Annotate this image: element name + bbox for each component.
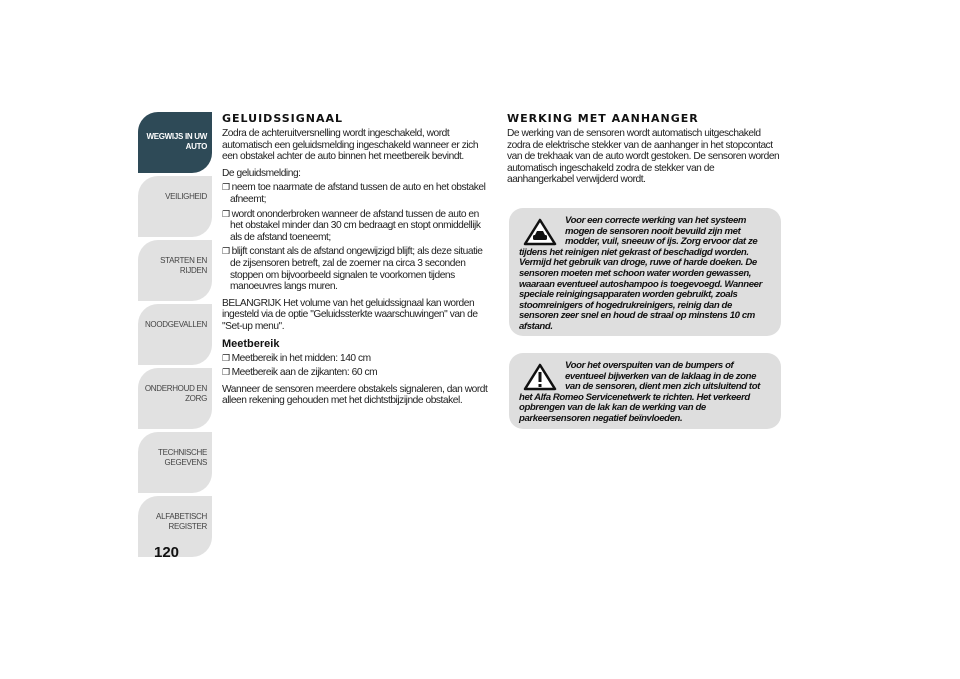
warning-triangle-exclamation-icon [523,363,557,391]
list-item: ❐ blijft constant als de afstand ongewijzigd blijft; als deze situatie de zijsensoren betreft, zal de zoemer na circa 3 seconden stoppen om bijvoorbeeld signalen te voorkomen tijdens manoeuvres langs muren. [222,246,483,293]
tab-starten-en-rijden[interactable]: STARTEN EN RIJDEN [138,240,212,301]
tab-technische-gegevens[interactable]: TECHNISCHE GEGEVENS [138,432,212,493]
list-item: ❐ Meetbereik aan de zijkanten: 60 cm [222,367,378,379]
tab-onderhoud-en-zorg[interactable]: ONDERHOUD EN ZORG [138,368,212,429]
checkbox-icon: ❐ [222,208,230,219]
warning-triangle-car-icon [523,218,557,246]
closing-paragraph: Wanneer de sensoren meerdere obstakels signaleren, dan wordt alleen rekening gehouden met het dichtstbijzijnde obstakel. [222,383,488,407]
tab-veiligheid[interactable]: VEILIGHEID [138,176,212,237]
lead-text: De geluidsmelding: [222,167,301,179]
list-item: ❐ Meetbereik in het midden: 140 cm [222,352,371,364]
right-column [507,112,781,191]
left-column [222,112,492,412]
range-bullet-list [222,353,492,379]
important-note: BELANGRIJK Het volume van het geluidssignaal kan worden ingesteld via de optie "Geluidssterkte waarschuwingen" van de "Set-up menu". [222,297,478,332]
signal-bullet-list [222,182,492,292]
checkbox-icon: ❐ [222,352,230,363]
warning-text-paint: Voor het overspuiten van de bumpers of eventueel bijwerken van de laklaag in de zone van de sensoren, dient men zich uitsluitend tot het Alfa Romeo Servicenetwerk te richten. Het verkeerd opbrengen van de lak kan de werking van de parkeersensoren negatief beïnvloeden. [519,360,760,424]
tab-alfabetisch-register[interactable]: ALFABETISCH REGISTER [138,496,212,557]
list-item: ❐ wordt ononderbroken wanneer de afstand tussen de auto en het obstakel minder dan 30 cm bedraagt en stopt onmiddellijk als de afstand toeneemt; [222,208,481,243]
subheading-meetbereik: Meetbereik [222,337,280,350]
warning-text-cleaning: Voor een correcte werking van het systeem mogen de sensoren nooit bevuild zijn met modder, vuil, sneeuw of ijs. Zorg ervoor dat ze tijdens het reinigen niet gekrast of beschadigd worden. Vermijd het gebruik van droge, ruwe of harde doeken. De sensoren moeten met schoon water worden gewassen, waaraan eventueel autoshampoo is toegevoegd. Wanneer speciale reinigingsapparaten worden gebruikt, zoals stoomreinigers of hogedrukreinigers, reinig dan de sensoren zeer snel en houd de straal op minstens 10 cm afstand. [519,215,762,332]
chapter-sidebar [138,112,212,560]
trailer-paragraph: De werking van de sensoren wordt automatisch uitgeschakeld zodra de elektrische stekker van de aanhanger in het stopcontact van de trekhaak van de auto wordt gestoken. De sensoren worden automatisch ingeschakeld zodra de stekker van de aanhangerkabel verwijderd wordt. [507,128,780,186]
list-item: ❐ neem toe naarmate de afstand tussen de auto en het obstakel afneemt; [222,182,486,205]
tab-wegwijs[interactable]: WEGWIJS IN UW AUTO [138,112,212,173]
checkbox-icon: ❐ [222,246,230,257]
tab-noodgevallen[interactable]: NOODGEVALLEN [138,304,212,365]
page-number: 120 [154,544,180,561]
checkbox-icon: ❐ [222,182,230,193]
section-heading-aanhanger: WERKING MET AANHANGER [507,112,699,125]
warning-box-paint [509,353,781,429]
intro-paragraph: Zodra de achteruitversnelling wordt ingeschakeld, wordt automatisch een geluidsmelding ingeschakeld wanneer er zich een obstakel achter de auto binnen het meetbereik bevindt. [222,128,479,163]
checkbox-icon: ❐ [222,367,230,378]
warning-box-cleaning [509,208,781,336]
section-heading-geluidssignaal: GELUIDSSIGNAAL [222,112,344,125]
